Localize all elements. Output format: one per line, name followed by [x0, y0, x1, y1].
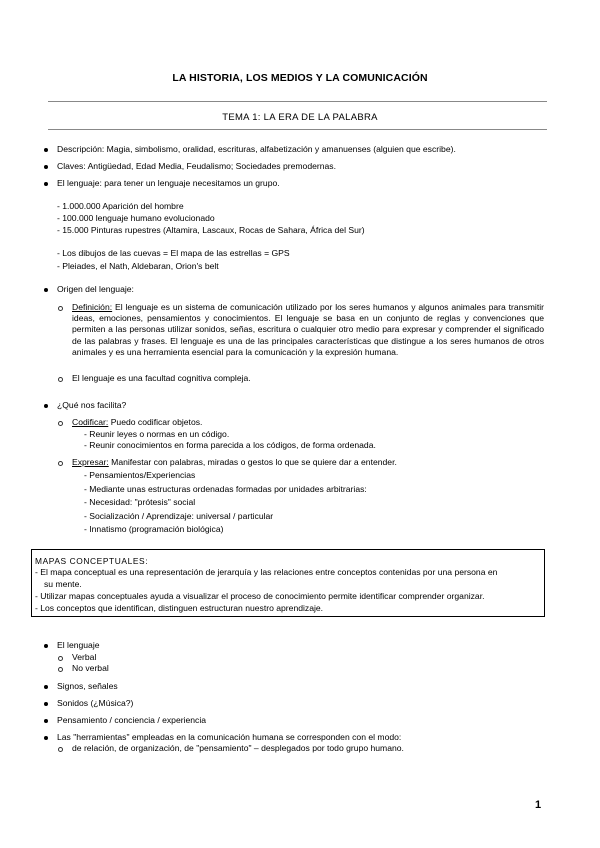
- bullet-icon: [44, 288, 48, 292]
- expresar-item: - Mediante unas estructuras ordenadas formadas por unidades arbitrarias:: [84, 484, 367, 494]
- section-subtitle: TEMA 1: LA ERA DE LA PALABRA: [222, 112, 378, 123]
- mapas-line: - Utilizar mapas conceptuales ayuda a visualizar el proceso de conocimiento permite identificar comprender organizar.: [35, 591, 485, 601]
- circle-bullet-icon: [58, 461, 63, 466]
- mapas-title: MAPAS CONCEPTUALES:: [35, 556, 149, 566]
- bullet-icon: [44, 644, 48, 648]
- page-number: 1: [535, 799, 542, 811]
- codificar-item: - Reunir conocimientos en forma parecida a los códigos, de forma ordenada.: [84, 440, 376, 450]
- expresar-item: - Pensamientos/Experiencias: [84, 470, 196, 480]
- codificar-term: Codificar:: [72, 417, 109, 427]
- final-herramientas-sub: de relación, de organización, de "pensamiento" – desplegados por todo grupo humano.: [72, 743, 404, 753]
- bullet-icon: [44, 165, 48, 169]
- final-herramientas: Las "herramientas" empleadas en la comunicación humana se corresponden con el modo:: [57, 732, 402, 742]
- bullet-icon: [44, 736, 48, 740]
- circle-bullet-icon: [58, 377, 63, 382]
- final-sonidos: Sonidos (¿Música?): [57, 698, 134, 708]
- expresar-line: [72, 457, 397, 468]
- divider-top: [48, 101, 547, 102]
- circle-bullet-icon: [58, 667, 63, 672]
- bullet-icon: [44, 719, 48, 723]
- facultad-text: El lenguaje es una facultad cognitiva compleja.: [72, 373, 251, 383]
- timeline-item: - 1.000.000 Aparición del hombre: [57, 201, 184, 211]
- divider-bottom: [48, 129, 547, 130]
- cuevas-item: - Pleiades, el Nath, Aldebaran, Orion's belt: [57, 261, 219, 271]
- bullet-icon: [44, 685, 48, 689]
- circle-bullet-icon: [58, 306, 63, 311]
- definicion-paragraph: [72, 302, 544, 358]
- bullet-icon: [44, 702, 48, 706]
- bullet-icon: [44, 182, 48, 186]
- codificar-line: [72, 417, 202, 428]
- definicion-term: Definición:: [72, 302, 113, 312]
- mapas-line: - El mapa conceptual es una representación de jerarquía y las relaciones entre conceptos contenidas por una persona en: [35, 567, 498, 577]
- bullet-icon: [44, 404, 48, 408]
- definicion-text: El lenguaje es un sistema de comunicación utilizado por los seres humanos y algunos animales para transmitir ideas, emociones, pensamientos y conocimientos. El lenguaje se basa en un conjunto de reglas y convenciones que permiten a las personas utilizar sonidos, señas, escritura o cualquier otro medio para expresar y comprender el significado de las palabras y frases. El lenguaje es una de las principales características que distingue a los seres humanos de otros animales y es una herramienta esencial para la comunicación y la expresión humana.: [72, 302, 545, 357]
- final-signos: Signos, señales: [57, 681, 118, 691]
- codificar-text: Puedo codificar objetos.: [110, 417, 203, 427]
- mapas-line: su mente.: [44, 579, 82, 589]
- final-verbal: Verbal: [72, 652, 97, 662]
- mapas-line: - Los conceptos que identifican, distinguen estructuran nuestro aprendizaje.: [35, 603, 324, 613]
- circle-bullet-icon: [58, 747, 63, 752]
- timeline-item: - 15.000 Pinturas rupestres (Altamira, Lascaux, Rocas de Sahara, África del Sur): [57, 225, 365, 235]
- bullet-descripcion: Descripción: Magia, simbolismo, oralidad, escrituras, alfabetización y amanuenses (alguien que escribe).: [57, 144, 456, 154]
- sub-item: - Necesidad: "prótesis" social: [84, 497, 196, 507]
- final-no-verbal: No verbal: [72, 663, 109, 673]
- bullet-icon: [44, 148, 48, 152]
- circle-bullet-icon: [58, 656, 63, 661]
- circle-bullet-icon: [58, 421, 63, 426]
- bullet-lenguaje: El lenguaje: para tener un lenguaje necesitamos un grupo.: [57, 178, 280, 188]
- expresar-term: Expresar:: [72, 457, 109, 467]
- sub-item: - Socialización / Aprendizaje: universal / particular: [84, 511, 274, 521]
- timeline-item: - 100.000 lenguaje humano evolucionado: [57, 213, 215, 223]
- final-pensamiento: Pensamiento / conciencia / experiencia: [57, 715, 207, 725]
- bullet-claves: Claves: Antigüedad, Edad Media, Feudalismo; Sociedades premodernas.: [57, 161, 336, 171]
- document-title: LA HISTORIA, LOS MEDIOS Y LA COMUNICACIÓN: [172, 72, 428, 84]
- expresar-text: Manifestar con palabras, miradas o gestos lo que se quiere dar a entender.: [111, 457, 397, 467]
- codificar-item: - Reunir leyes o normas en un código.: [84, 429, 230, 439]
- origen-label: Origen del lenguaje:: [57, 284, 134, 294]
- final-lenguaje: El lenguaje: [57, 640, 100, 650]
- facilita-label: ¿Qué nos facilita?: [57, 400, 127, 410]
- sub-item: - Innatismo (programación biológica): [84, 524, 224, 534]
- cuevas-item: - Los dibujos de las cuevas = El mapa de las estrellas = GPS: [57, 248, 290, 258]
